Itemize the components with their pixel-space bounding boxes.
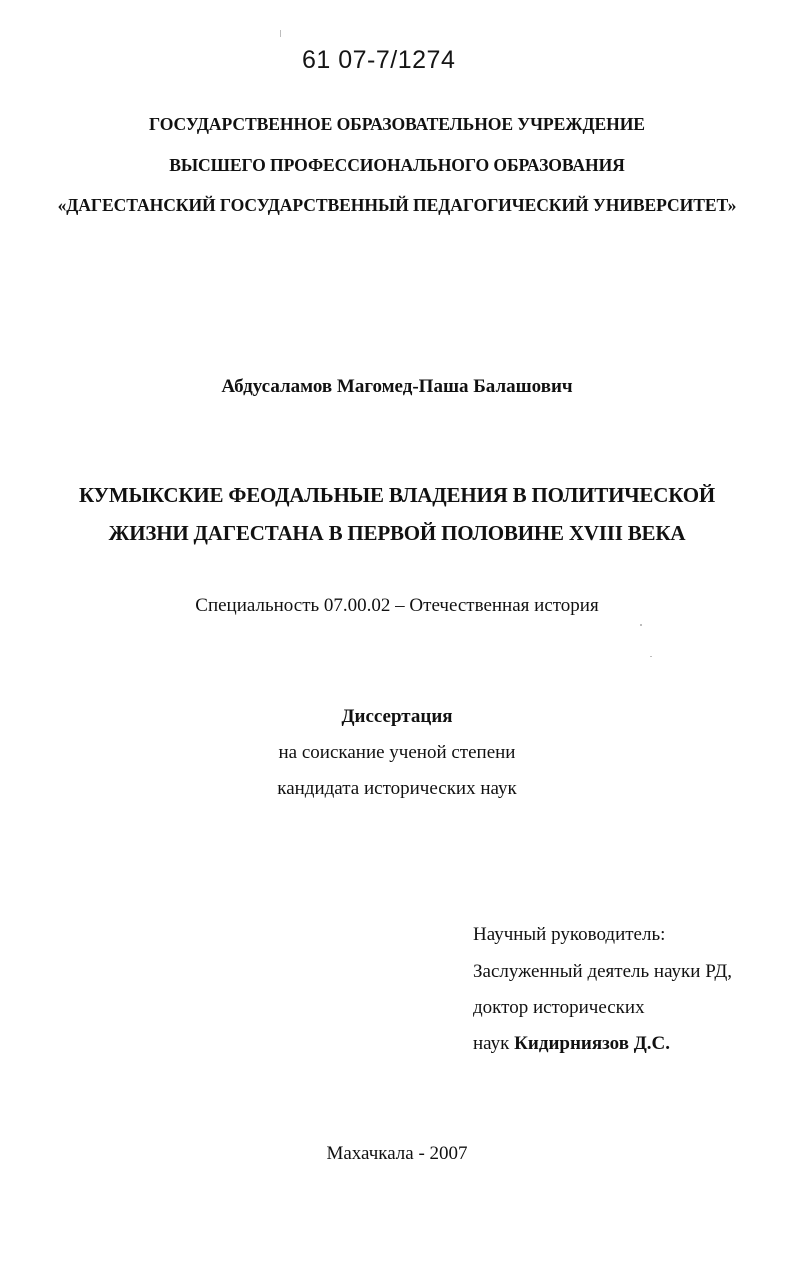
supervisor-degree-suffix: наук <box>473 1033 515 1054</box>
document-type: Диссертация <box>341 706 453 727</box>
institution-line-2: ВЫСШЕГО ПРОФЕССИОНАЛЬНОГО ОБРАЗОВАНИЯ <box>169 155 625 175</box>
author-name: Абдусаламов Магомед-Паша Балашович <box>221 376 573 397</box>
institution-line-3: «ДАГЕСТАНСКИЙ ГОСУДАРСТВЕННЫЙ ПЕДАГОГИЧЕСКИЙ УНИВЕРСИТЕТ» <box>57 195 737 215</box>
supervisor-label: Научный руководитель: <box>473 924 666 945</box>
supervisor-name: Кидирниязов Д.С. <box>514 1033 671 1054</box>
scan-mark <box>650 656 652 657</box>
supervisor-title: Заслуженный деятель науки РД, <box>473 961 733 982</box>
specialty: Специальность 07.00.02 – Отечественная история <box>195 595 599 616</box>
degree-line-1: на соискание ученой степени <box>278 742 516 763</box>
thesis-title-line-2: ЖИЗНИ ДАГЕСТАНА В ПЕРВОЙ ПОЛОВИНЕ XVIII ВЕКА <box>108 521 686 545</box>
city-year: Махачкала - 2007 <box>326 1143 468 1164</box>
supervisor-name-line <box>473 1033 670 1055</box>
supervisor-degree: доктор исторических <box>473 997 645 1018</box>
scan-mark <box>280 30 281 37</box>
scan-mark <box>640 624 642 626</box>
thesis-title-line-1: КУМЫКСКИЕ ФЕОДАЛЬНЫЕ ВЛАДЕНИЯ В ПОЛИТИЧЕСКОЙ <box>79 483 715 507</box>
institution-line-1: ГОСУДАРСТВЕННОЕ ОБРАЗОВАТЕЛЬНОЕ УЧРЕЖДЕНИЕ <box>149 114 645 134</box>
library-stamp-number: 61 07-7/1274 <box>302 46 456 74</box>
degree-line-2: кандидата исторических наук <box>277 778 517 799</box>
